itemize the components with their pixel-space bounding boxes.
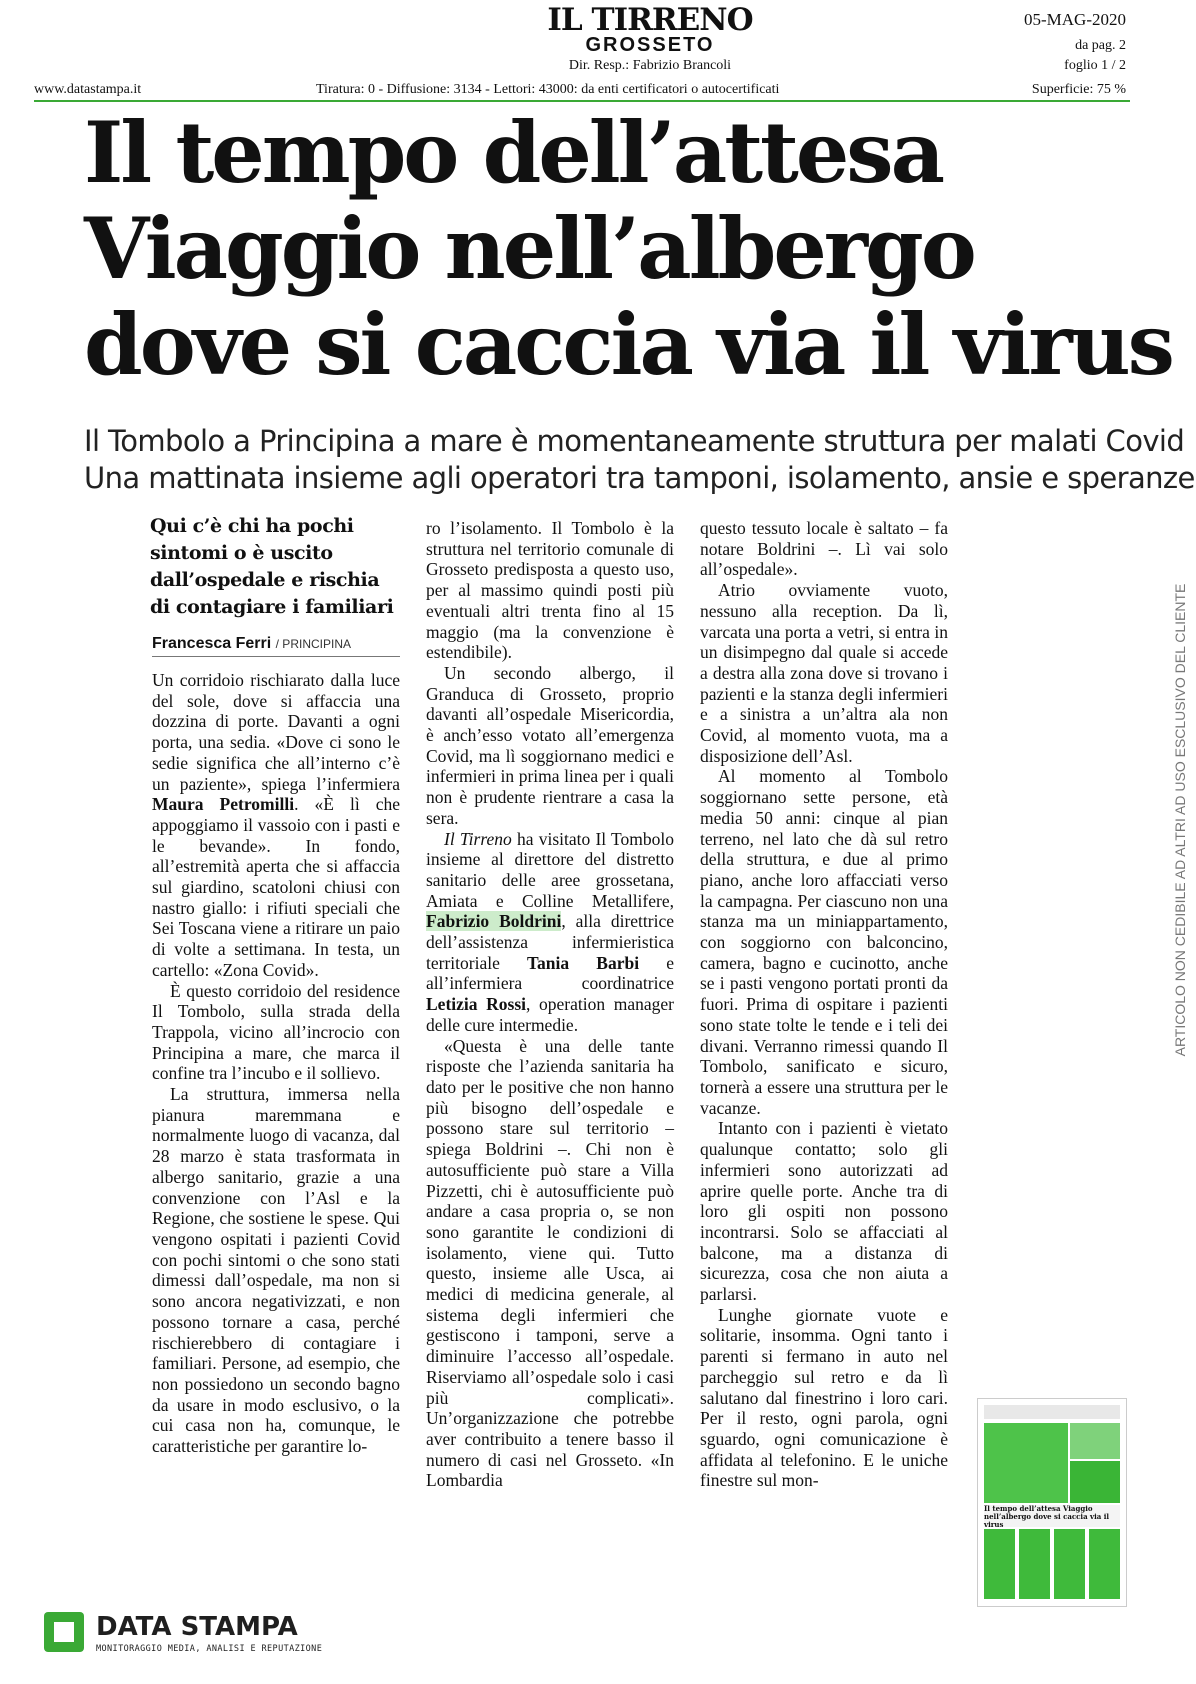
thumbnail-photo xyxy=(1070,1423,1120,1459)
paragraph: Un secondo albergo, il Granduca di Grosseto, proprio davanti all’ospedale Misericordia, è anch’esso votato all’emergenza Covid, ma lì soggiornano medici e infermieri in prima linea per i quali non è prudente rientrare a casa la sera. xyxy=(426,662,674,828)
person-name: Maura Petromilli xyxy=(152,794,295,815)
sheet-reference: foglio 1 / 2 xyxy=(1064,58,1126,73)
paragraph: È questo corridoio del residence Il Tombolo, sulla strada della Trappola, vicino all’incrocio con Principina a mare, che marca il confine tra l’incubo e il sollievo. xyxy=(152,980,400,1084)
paragraph: Un corridoio rischiarato dalla luce del sole, dove si affaccia una dozzina di porte. Davanti a ogni porta, una sedia. «Dove ci sono le sedie significa che all’interno c’è un paziente», spiega l’infermiera Maura Petromilli. «È lì che appoggiamo il vassoio con i pasti e le bevande». In fondo, all’estremità aperta che si affaccia sul giardino, scatoloni chiusi con nastro giallo: i rifiuti speciali che Sei Toscana viene a ritirare un paio di volte a settimana. In testa, un cartello: «Zona Covid». xyxy=(152,670,401,980)
datastampa-logo xyxy=(44,1612,344,1662)
article-column-2 xyxy=(426,518,674,1491)
kicker: Qui c’è chi ha pochi sintomi o è uscito dall’ospedale e rischia di contagiare i familiari xyxy=(150,515,394,618)
article-column-1 xyxy=(152,670,400,1457)
publication-date: 05-MAG-2020 xyxy=(1024,10,1126,29)
dateline-location: / PRINCIPINA xyxy=(275,637,351,651)
newspaper-masthead: IL TIRRENO xyxy=(547,2,753,38)
paragraph: ro l’isolamento. Il Tombolo è la struttura nel territorio comunale di Grosseto predisposta a questo uso, per al massimo quindi posti più eventuali altri trenta fino al 15 maggio (ma la convenzione è estendibile). xyxy=(426,518,674,663)
subhead-line-1: Il Tombolo a Principina a mare è momentaneamente struttura per malati Covid xyxy=(84,424,1185,458)
headline-line-2: Viaggio nell’albergo xyxy=(84,199,974,298)
paragraph: Il Tirreno ha visitato Il Tombolo insieme al direttore del distretto sanitario delle aree grossetana, Amiata e Colline Metallifere, Fabrizio Boldrini, alla direttrice dell’assistenza infermieristica territoriale Tania Barbi e all’infermiera coordinatrice Letizia Rossi, operation manager delle cure intermedie. xyxy=(426,828,675,1035)
surface-info: Superficie: 75 % xyxy=(1031,82,1126,97)
thumbnail-column xyxy=(1054,1529,1085,1599)
person-name: Letizia Rossi xyxy=(426,994,527,1015)
paragraph: Al momento al Tombolo soggiornano sette persone, età media 50 anni: cinque al pian terreno, nel lato che dà sul retro della struttura, e due al primo piano, anche loro affacciati verso la campagna. Per ciascuno non una stanza ma un miniappartamento, con soggiorno con balconcino, camera, bagno e cucinotto, anche se i pasti vengono portati pronti da fuori. Prima di ospitare i pazienti sono state tolte le tende e i teli dei divani. Verranno rimessi quando Il Tombolo, sanificato e sicuro, tornerà a essere una struttura per le vacanze. xyxy=(700,766,948,1118)
website-url[interactable]: www.datastampa.it xyxy=(34,82,142,97)
headline-line-1: Il tempo dell’attesa xyxy=(84,103,943,202)
paragraph: questo tessuto locale è saltato – fa notare Boldrini –. Lì vai solo all’ospedale». xyxy=(700,518,948,580)
director-line: Dir. Resp.: Fabrizio Brancoli xyxy=(568,58,732,73)
page-reference: da pag. 2 xyxy=(1075,38,1126,53)
thumbnail-column xyxy=(984,1529,1015,1599)
article-column-3 xyxy=(700,518,948,1491)
page-thumbnail xyxy=(977,1398,1127,1607)
person-name: Tania Barbi xyxy=(526,952,640,973)
subhead-line-2: Una mattinata insieme agli operatori tra tamponi, isolamento, ansie e speranze xyxy=(84,461,1195,495)
thumbnail-header xyxy=(984,1405,1120,1419)
byline-rule xyxy=(152,656,400,657)
headline xyxy=(84,103,1172,394)
thumbnail-title: Il tempo dell’attesa Viaggio nell’albergo dove si caccia via il virus xyxy=(984,1505,1120,1527)
thumbnail-column xyxy=(1089,1529,1120,1599)
thumbnail-photo xyxy=(1070,1461,1120,1503)
thumbnail-columns xyxy=(984,1529,1120,1599)
brand-tagline: MONITORAGGIO MEDIA, ANALISI E REPUTAZIONE xyxy=(96,1644,323,1654)
newspaper-name: Il Tirreno xyxy=(444,828,512,849)
header-rule xyxy=(34,100,1130,102)
paragraph: La struttura, immersa nella pianura maremmana e normalmente luogo di vacanza, dal 28 marzo è stata trasformata in albergo sanitario, grazie a una convenzione con l’Asl e la Regione, che sostiene le spese. Qui vengono ospitati i pazienti Covid con pochi sintomi o che sono stati dimessi dall’ospedale, ma non si sono ancora negativizzati, e non possono tornare a casa, perché rischierebbero di contagiare i familiari. Persone, ad esempio, che non possiedono un secondo bagno da usare in modo esclusivo, o la cui casa non ha, comunque, le caratteristiche per garantire lo- xyxy=(152,1084,400,1457)
headline-line-3: dove si caccia via il virus xyxy=(84,295,1172,394)
brand-name: DATA STAMPA xyxy=(96,1612,298,1642)
paragraph: Lunghe giornate vuote e solitarie, insomma. Ogni tanto i parenti si fermano in auto nel parcheggio sul retro e da lì salutano dal finestrino i loro cari. Per il resto, ogni parola, ogni sguardo, ogni comunicazione è affidata al telefonino. E le uniche finestre sul mon- xyxy=(700,1304,948,1491)
highlighted-person-name: Fabrizio Boldrini xyxy=(426,911,562,932)
datastampa-logo-icon xyxy=(44,1612,84,1652)
byline xyxy=(152,635,402,653)
subheadline xyxy=(84,423,1195,497)
copyright-notice xyxy=(1172,560,1192,1080)
circulation-info: Tiratura: 0 - Diffusione: 3134 - Lettori: 43000: da enti certificatori o autocertificati xyxy=(316,82,780,97)
thumbnail-photo xyxy=(984,1423,1068,1503)
thumbnail-column xyxy=(1019,1529,1050,1599)
paragraph: Atrio ovviamente vuoto, nessuno alla reception. Da lì, varcata una porta a vetri, si entra in un disimpegno dal quale si accede a destra alla zona dove si trovano i pazienti e la stanza degli infermieri e a sinistra a un’altra ala non Covid, al momento vuota, ma a disposizione dell’Asl. xyxy=(700,580,948,766)
author-name: Francesca Ferri xyxy=(152,635,272,652)
paragraph: Intanto con i pazienti è vietato qualunque contatto; solo gli infermieri sono autorizzati ad aprire quelle porte. Anche tra di loro gli ospiti non possono incontrarsi. Solo se affacciati al balcone, ma a distanza di sicurezza, cosa che non aiuta a parlarsi. xyxy=(700,1118,948,1305)
paragraph: «Questa è una delle tante risposte che l’azienda sanitaria ha dato per le positive che non hanno più bisogno dell’ospedale e possono stare sul territorio – spiega Boldrini –. Chi non è autosufficiente può stare a Villa Pizzetti, chi è autosufficiente può andare a casa propria o, se non sono garantite le condizioni di isolamento, viene qui. Tutto questo, insieme alle Usca, ai medici di medicina generale, al sistema degli infermieri che gestiscono i tamponi, serve a diminuire l’accesso all’ospedale. Riserviamo all’ospedale solo i casi più complicati». Un’organizzazione che potrebbe aver contribuito a tenere basso il numero di casi nel Grosseto. «In Lombardia xyxy=(426,1035,674,1491)
copyright-notice-text: ARTICOLO NON CEDIBILE AD ALTRI AD USO ESCLUSIVO DEL CLIENTE xyxy=(1172,583,1188,1057)
newspaper-edition: GROSSETO xyxy=(585,34,715,56)
